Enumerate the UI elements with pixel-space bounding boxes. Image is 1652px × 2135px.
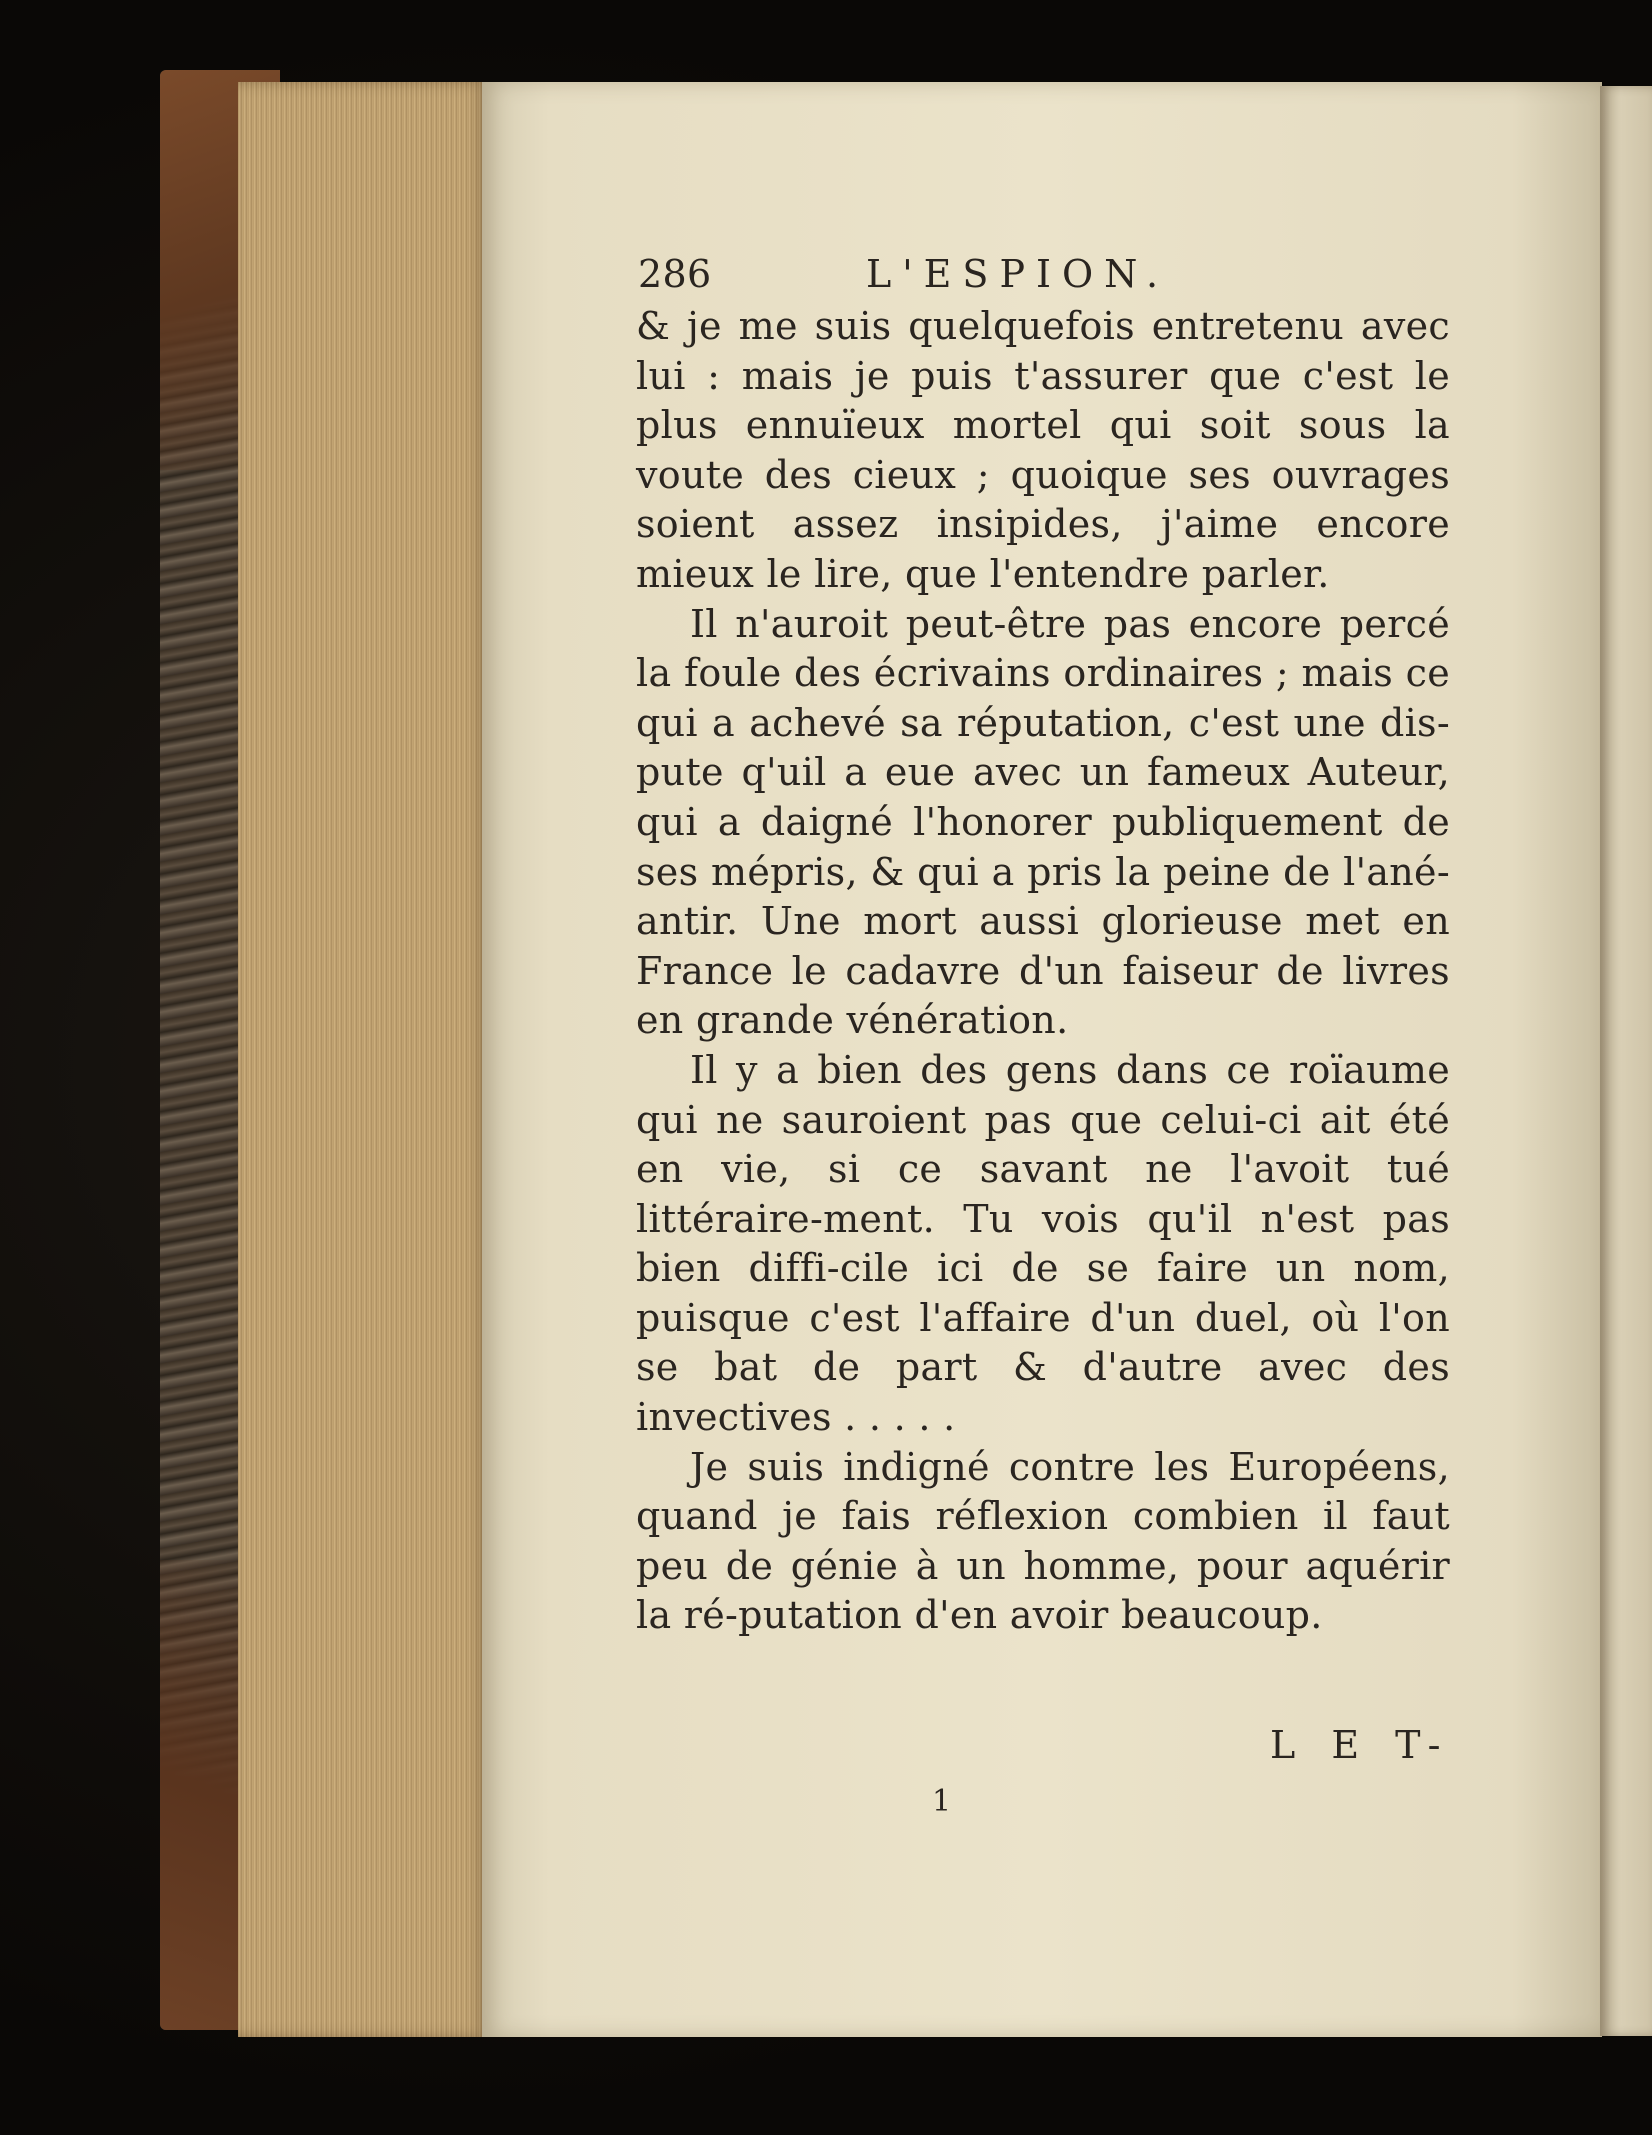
signature-mark: 1 [932,1784,952,1819]
paragraph-1: & je me suis quelquefois entretenu avec lui : mais je puis t'assurer que c'est le plus ennuïeux mortel qui soit sous la voute des cieux ; quoique ses ouvrages soient assez insipides, j'aime encore mieux le lire, que l'entendre parler. [636,304,1450,596]
paragraph-2: Il n'auroit peut-être pas encore percé la foule des écrivains ordinaires ; mais ce qui a achevé sa réputation, c'est une dis-pute q'uil a eue avec un fameux Auteur, qui a daigné l'honorer publiquement de ses mépris, & qui a pris la peine de l'ané-antir. Une mort aussi glorieuse met en France le cadavre d'un faiseur de livres en grande vénération. [636,601,1450,1043]
page-number: 286 [638,252,712,296]
facing-page-edge [1600,86,1652,2036]
running-head [636,250,1450,302]
catchword: L E T- [1270,1723,1453,1767]
page-edges [238,82,488,2037]
page-text [636,250,1450,1641]
paragraph-4: Je suis indigné contre les Européens, quand je fais réflexion combien il faut peu de génie à un homme, pour aquérir la ré-putation d'en avoir beaucoup. [636,1444,1450,1638]
running-title: L'ESPION. [866,252,1170,296]
paragraph-3: Il y a bien des gens dans ce roïaume qui ne sauroient pas que celui-ci ait été en vie, si ce savant ne l'avoit tué littéraire-ment. Tu vois qu'il n'est pas bien diffi-cile ici de se faire un nom, puisque c'est l'affaire d'un duel, où l'on se bat de part & d'autre avec des invectives . . . . . [636,1047,1450,1440]
